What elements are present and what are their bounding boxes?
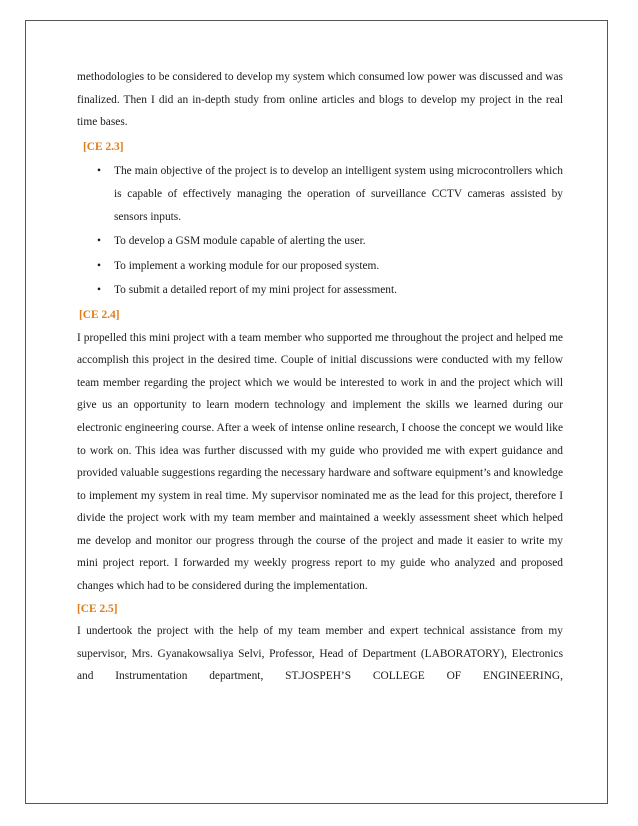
- document-body: [77, 66, 563, 688]
- list-item-text: To submit a detailed report of my mini project for assessment.: [114, 284, 397, 297]
- list-item-text: To develop a GSM module capable of alerting the user.: [114, 235, 366, 248]
- heading-ce-2-3: [CE 2.3]: [83, 140, 124, 153]
- list-item: [77, 279, 563, 302]
- bullet-icon: •: [97, 259, 101, 272]
- ce-2-5-paragraph: I undertook the project with the help of my team member and expert technical assistance from my supervisor, Mrs. Gyanakowsaliya Selvi, Professor, Head of Department (LABORATORY), Electronics and Instrumentation department, ST.JOSPEH’S COLLEGE OF ENGINEERING,: [77, 625, 563, 683]
- list-item-text: To implement a working module for our proposed system.: [114, 259, 380, 272]
- list-item: [77, 230, 563, 253]
- objectives-list: [77, 160, 563, 302]
- bullet-icon: •: [97, 284, 101, 297]
- intro-paragraph: methodologies to be considered to develop my system which consumed low power was discussed and was finalized. Then I did an in-depth study from online articles and blogs to develop my project in the real time bases.: [77, 71, 563, 129]
- heading-ce-2-4: [CE 2.4]: [79, 308, 120, 321]
- list-item-text: The main objective of the project is to develop an intelligent system using microcontrollers which is capable of effectively managing the operation of surveillance CCTV cameras assisted by sensors inputs.: [114, 165, 563, 223]
- list-item: [77, 160, 563, 228]
- list-item: [77, 255, 563, 278]
- bullet-icon: •: [97, 165, 101, 178]
- bullet-icon: •: [97, 235, 101, 248]
- heading-ce-2-5: [CE 2.5]: [77, 602, 118, 615]
- ce-2-4-paragraph: I propelled this mini project with a team member who supported me throughout the project and helped me accomplish this project in the desired time. Couple of initial discussions were conducted with my fellow team member regarding the project which we would be interested to work in and the project which will give us an opportunity to learn modern technology and implement the skills we learned during our electronic engineering course. After a week of intense online research, I choose the concept we would like to work on. This idea was further discussed with my guide who provided me with expert guidance and provided valuable suggestions regarding the necessary hardware and software equipment’s and knowledge to implement my system in real time. My supervisor nominated me as the lead for this project, therefore I divide the project work with my team member and maintained a weekly assessment sheet which helped me develop and monitor our progress through the course of the project and made it easier to write my mini project report. I forwarded my weekly progress report to my guide who analyzed and proposed changes which had to be considered during the implementation.: [77, 331, 563, 593]
